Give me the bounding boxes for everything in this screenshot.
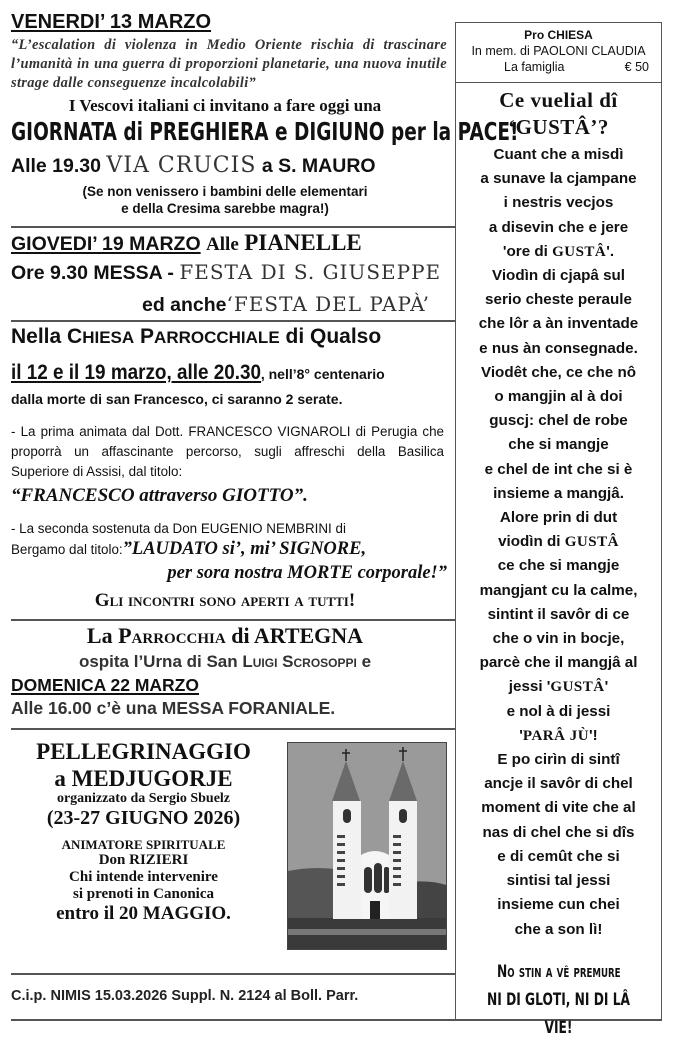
don-rizieri: Don RIZIERI: [98, 852, 189, 868]
poem-text: mangjant cu la calme,: [479, 581, 638, 599]
poem-line: [456, 845, 661, 869]
poem-line: [456, 821, 661, 845]
closing-lines: [456, 958, 661, 1042]
poem-text: ancje il savôr di chel: [484, 775, 633, 793]
poem-text: parcè che il mangjâ al: [479, 654, 638, 672]
bergamo-line: [11, 539, 366, 560]
chi-intende: Chi intende intervenire: [69, 869, 218, 885]
donor: La famiglia: [504, 60, 565, 74]
poem-text: ': [519, 726, 523, 744]
poem-text: e nol à di jessi: [506, 702, 611, 720]
qualso-heading: [11, 325, 381, 349]
poem-text: i nestris vecjos: [503, 194, 614, 212]
animatore-label: ANIMATORE SPIRITUALE: [61, 837, 226, 852]
pellegrinaggio-block: [0, 740, 287, 923]
note-line-1: (Se non venissero i bambini delle elementari: [82, 184, 368, 199]
poem-emphasis: GUSTÂ: [564, 534, 619, 551]
parrocchia-word: Parrocchia: [118, 623, 226, 648]
luigi-word: Luigi: [242, 652, 278, 671]
poem-text: o mangjin al à doi: [494, 388, 623, 406]
church-photo: [287, 742, 447, 950]
poem-text: ': [604, 678, 609, 696]
pellegrinaggio-title: PELLEGRINAGGIO: [36, 739, 251, 764]
bergamo-text: Bergamo dal titolo:: [11, 542, 123, 557]
poem-text: Alore prin di dut: [499, 509, 618, 527]
poem-line: [456, 458, 661, 482]
messa-foraniale: Alle 16.00 c’è una MESSA FORANIALE.: [11, 698, 336, 718]
poem-line: [456, 264, 661, 288]
poem-text: che si mangje: [508, 436, 609, 454]
poem-line: [456, 191, 661, 215]
sidebar-box: [455, 22, 662, 1038]
poem-line: [456, 288, 661, 312]
poem-line: [456, 506, 661, 530]
pro-chiesa-box: [456, 23, 661, 83]
giovedi-alle: Alle: [206, 234, 239, 255]
domenica-date: DOMENICA 22 MARZO: [11, 675, 199, 695]
poem-line: [456, 530, 661, 554]
poem-text: e di cemût che si: [497, 847, 620, 865]
church-illustration: [288, 743, 446, 949]
poem-line: [456, 796, 661, 820]
poem-text: 'ore di: [502, 242, 553, 260]
ed-anche: ed anche: [142, 294, 227, 316]
poem-line: [456, 409, 661, 433]
qualso-dates-line: [11, 361, 385, 385]
footer-publication-info: C.i.p. NIMIS 15.03.2026 Suppl. N. 2124 al Boll. Parr.: [11, 988, 359, 1004]
organizer: organizzato da Sergio Sbuelz: [56, 791, 231, 806]
via-crucis-place: a S. MAURO: [261, 155, 376, 177]
divider: [11, 320, 455, 322]
divider: [11, 619, 455, 621]
poem-line: [456, 143, 661, 167]
closing-line-1: No stin a vê premure: [496, 962, 621, 982]
pro-chiesa-donation: [456, 59, 661, 75]
poem-line: [456, 603, 661, 627]
entro-date: entro il 20 MAGGIO.: [56, 903, 231, 924]
qualso-centenario: , nell’8° centenario: [260, 366, 385, 382]
poem-line: [456, 361, 661, 385]
poem-text: '!: [589, 726, 598, 744]
nella-word: Nella: [11, 325, 62, 348]
amount: € 50: [624, 60, 649, 74]
poem-text: viodìn di: [498, 533, 565, 551]
poem-line: [456, 385, 661, 409]
poem-line: [456, 748, 661, 772]
messa-line: [11, 260, 441, 285]
gusta-title-line-2: ‘GUSTÂ’?: [508, 115, 609, 139]
poem-text: e nus àn consegnade.: [479, 339, 638, 357]
poem-text: insieme cun chei: [497, 896, 620, 914]
ospita-text: ospita l’Urna di San: [78, 652, 238, 671]
bishops-quote: “L’escalation di violenza in Medio Oriente rischia di trascinare l’umanità in una guerra di proporzioni planetarie, una nuova inutile strage dalle conseguenze incalcolabili”: [11, 37, 447, 91]
poem-text: e chel de int che si è: [484, 460, 633, 478]
poem-text: nas di chel che si dîs: [482, 823, 635, 841]
pro-chiesa-memory: In mem. di PAOLONI CLAUDIA: [471, 44, 646, 58]
medjugorje-title: a MEDJUGORJE: [54, 766, 233, 791]
poem-text: moment di vite che al: [481, 799, 636, 817]
parr-initial: P: [140, 325, 155, 348]
giovedi-place: PIANELLE: [244, 230, 362, 255]
via-crucis-title: VIA CRUCIS: [106, 153, 257, 178]
poem-text: sintint il savôr di ce: [487, 605, 630, 623]
poem-line: [456, 433, 661, 457]
poem-line: [456, 772, 661, 796]
poem-line: [456, 337, 661, 361]
poem-line: [456, 724, 661, 748]
poem-line: [456, 312, 661, 336]
divider: [11, 226, 455, 228]
poem-text: che o vin in bocje,: [492, 630, 625, 648]
poem-line: [456, 700, 661, 724]
pro-chiesa-title: Pro CHIESA: [524, 28, 593, 42]
poem-text: Viodìn di cjapâ sul: [491, 267, 626, 285]
chiesa-word: [67, 325, 134, 348]
festa-giuseppe: FESTA DI S. GIUSEPPE: [179, 260, 442, 284]
poem-line: [456, 240, 661, 264]
note-line-2: e della Cresima sarebbe magra!): [121, 201, 329, 216]
gusta-poem: [456, 143, 661, 942]
poem-emphasis: GUSTÂ: [550, 679, 605, 696]
pilgrimage-dates: (23-27 GIUGNO 2026): [46, 807, 241, 829]
prenoti-canonica: si prenoti in Canonica: [73, 886, 214, 902]
closing-line-2: NI DI GLOTI, NI DI LÂ VIE!: [487, 990, 630, 1038]
seconda-title-1: ”LAUDATO si’, mi’ SIGNORE,: [122, 539, 367, 559]
festa-papa: ‘FESTA DEL PAPÀ’: [226, 292, 430, 316]
gusta-title: [456, 87, 661, 141]
poem-text: ce che si mangje: [497, 557, 620, 575]
qualso-dalla: dalla morte di san Francesco, ci saranno 2 serate.: [11, 391, 343, 407]
poem-text: Viodêt che, ce che nô: [480, 363, 637, 381]
poem-text: serio cheste peraule: [485, 291, 632, 309]
poem-line: [456, 918, 661, 942]
prima-serata: - La prima animata dal Dott. FRANCESCO VIGNAROLI di Perugia che proporrà un affascinante percorso, sugli affreschi della Basilica Superiore di Assisi, dal titolo:: [11, 424, 444, 479]
gusta-title-line-1: Ce vuelial dî: [499, 88, 618, 112]
qualso-dates: il 12 e il 19 marzo, alle 20.30: [11, 361, 262, 384]
incontri-aperti: Gli incontri sono aperti a tutti!: [94, 590, 356, 611]
poem-line: [456, 869, 661, 893]
poem-text: a sunave la cjampane: [480, 170, 637, 188]
la-word: La: [86, 623, 113, 648]
poem-line: [456, 893, 661, 917]
giovedi-date: GIOVEDI’ 19 MARZO: [11, 233, 201, 255]
poem-text: Cuant che a misdì: [493, 146, 624, 163]
via-crucis-note: [0, 183, 450, 217]
poem-text: sintisi tal jessi: [506, 872, 611, 890]
poem-line: [456, 627, 661, 651]
poem-text: che a son lì!: [514, 920, 603, 938]
poem-text: che lôr a àn inventade: [478, 315, 639, 333]
chiesa-initial: C: [67, 325, 83, 348]
parrocchiale-word: [140, 325, 280, 348]
messa-time: Ore 9.30 MESSA -: [11, 262, 174, 284]
poem-line: [456, 675, 661, 699]
ospita-line: [0, 652, 450, 672]
parr-rest: ARROCCHIALE: [154, 328, 280, 347]
artegna-heading: [0, 623, 450, 649]
poem-line: [456, 651, 661, 675]
giornata-text: GIORNATA di PREGHIERA e DIGIUNO per la PACE!: [11, 117, 519, 146]
poem-text: guscj: chel de robe: [489, 412, 628, 430]
venerdi-heading: VENERDI’ 13 MARZO: [11, 11, 212, 33]
divider: [11, 728, 455, 730]
chiesa-rest: HIESA: [82, 328, 135, 347]
poem-text: jessi ': [508, 678, 551, 696]
festa-papa-line: [142, 292, 430, 317]
seconda-serata: - La seconda sostenuta da Don EUGENIO NEMBRINI di: [11, 521, 346, 536]
via-crucis-line: [11, 153, 376, 178]
poem-line: [456, 216, 661, 240]
di-qualso: di Qualso: [285, 325, 382, 348]
poem-text: '.: [606, 242, 615, 260]
poem-line: [456, 554, 661, 578]
prima-title: “FRANCESCO attraverso GIOTTO”.: [11, 485, 308, 506]
poem-text: insieme a mangjâ.: [493, 484, 624, 502]
poem-line: [456, 579, 661, 603]
divider: [11, 973, 455, 975]
seconda-title-2: per sora nostra MORTE corporale!”: [167, 563, 447, 583]
poem-emphasis: GUSTÂ: [552, 243, 607, 260]
poem-emphasis: PARÂ JÙ: [522, 727, 590, 744]
poem-text: a disevin che e jere: [488, 218, 629, 236]
poem-text: E po cirìn di sintî: [497, 751, 620, 769]
poem-line: [456, 482, 661, 506]
poem-line: [456, 167, 661, 191]
e-word: e: [361, 652, 372, 671]
giovedi-heading: [11, 230, 362, 256]
scrosoppi-word: Scrosoppi: [282, 652, 357, 671]
vescovi-text: I Vescovi italiani ci invitano a fare oggi una: [68, 96, 382, 115]
di-artegna: di ARTEGNA: [231, 623, 364, 648]
via-crucis-time: Alle 19.30: [11, 155, 101, 177]
